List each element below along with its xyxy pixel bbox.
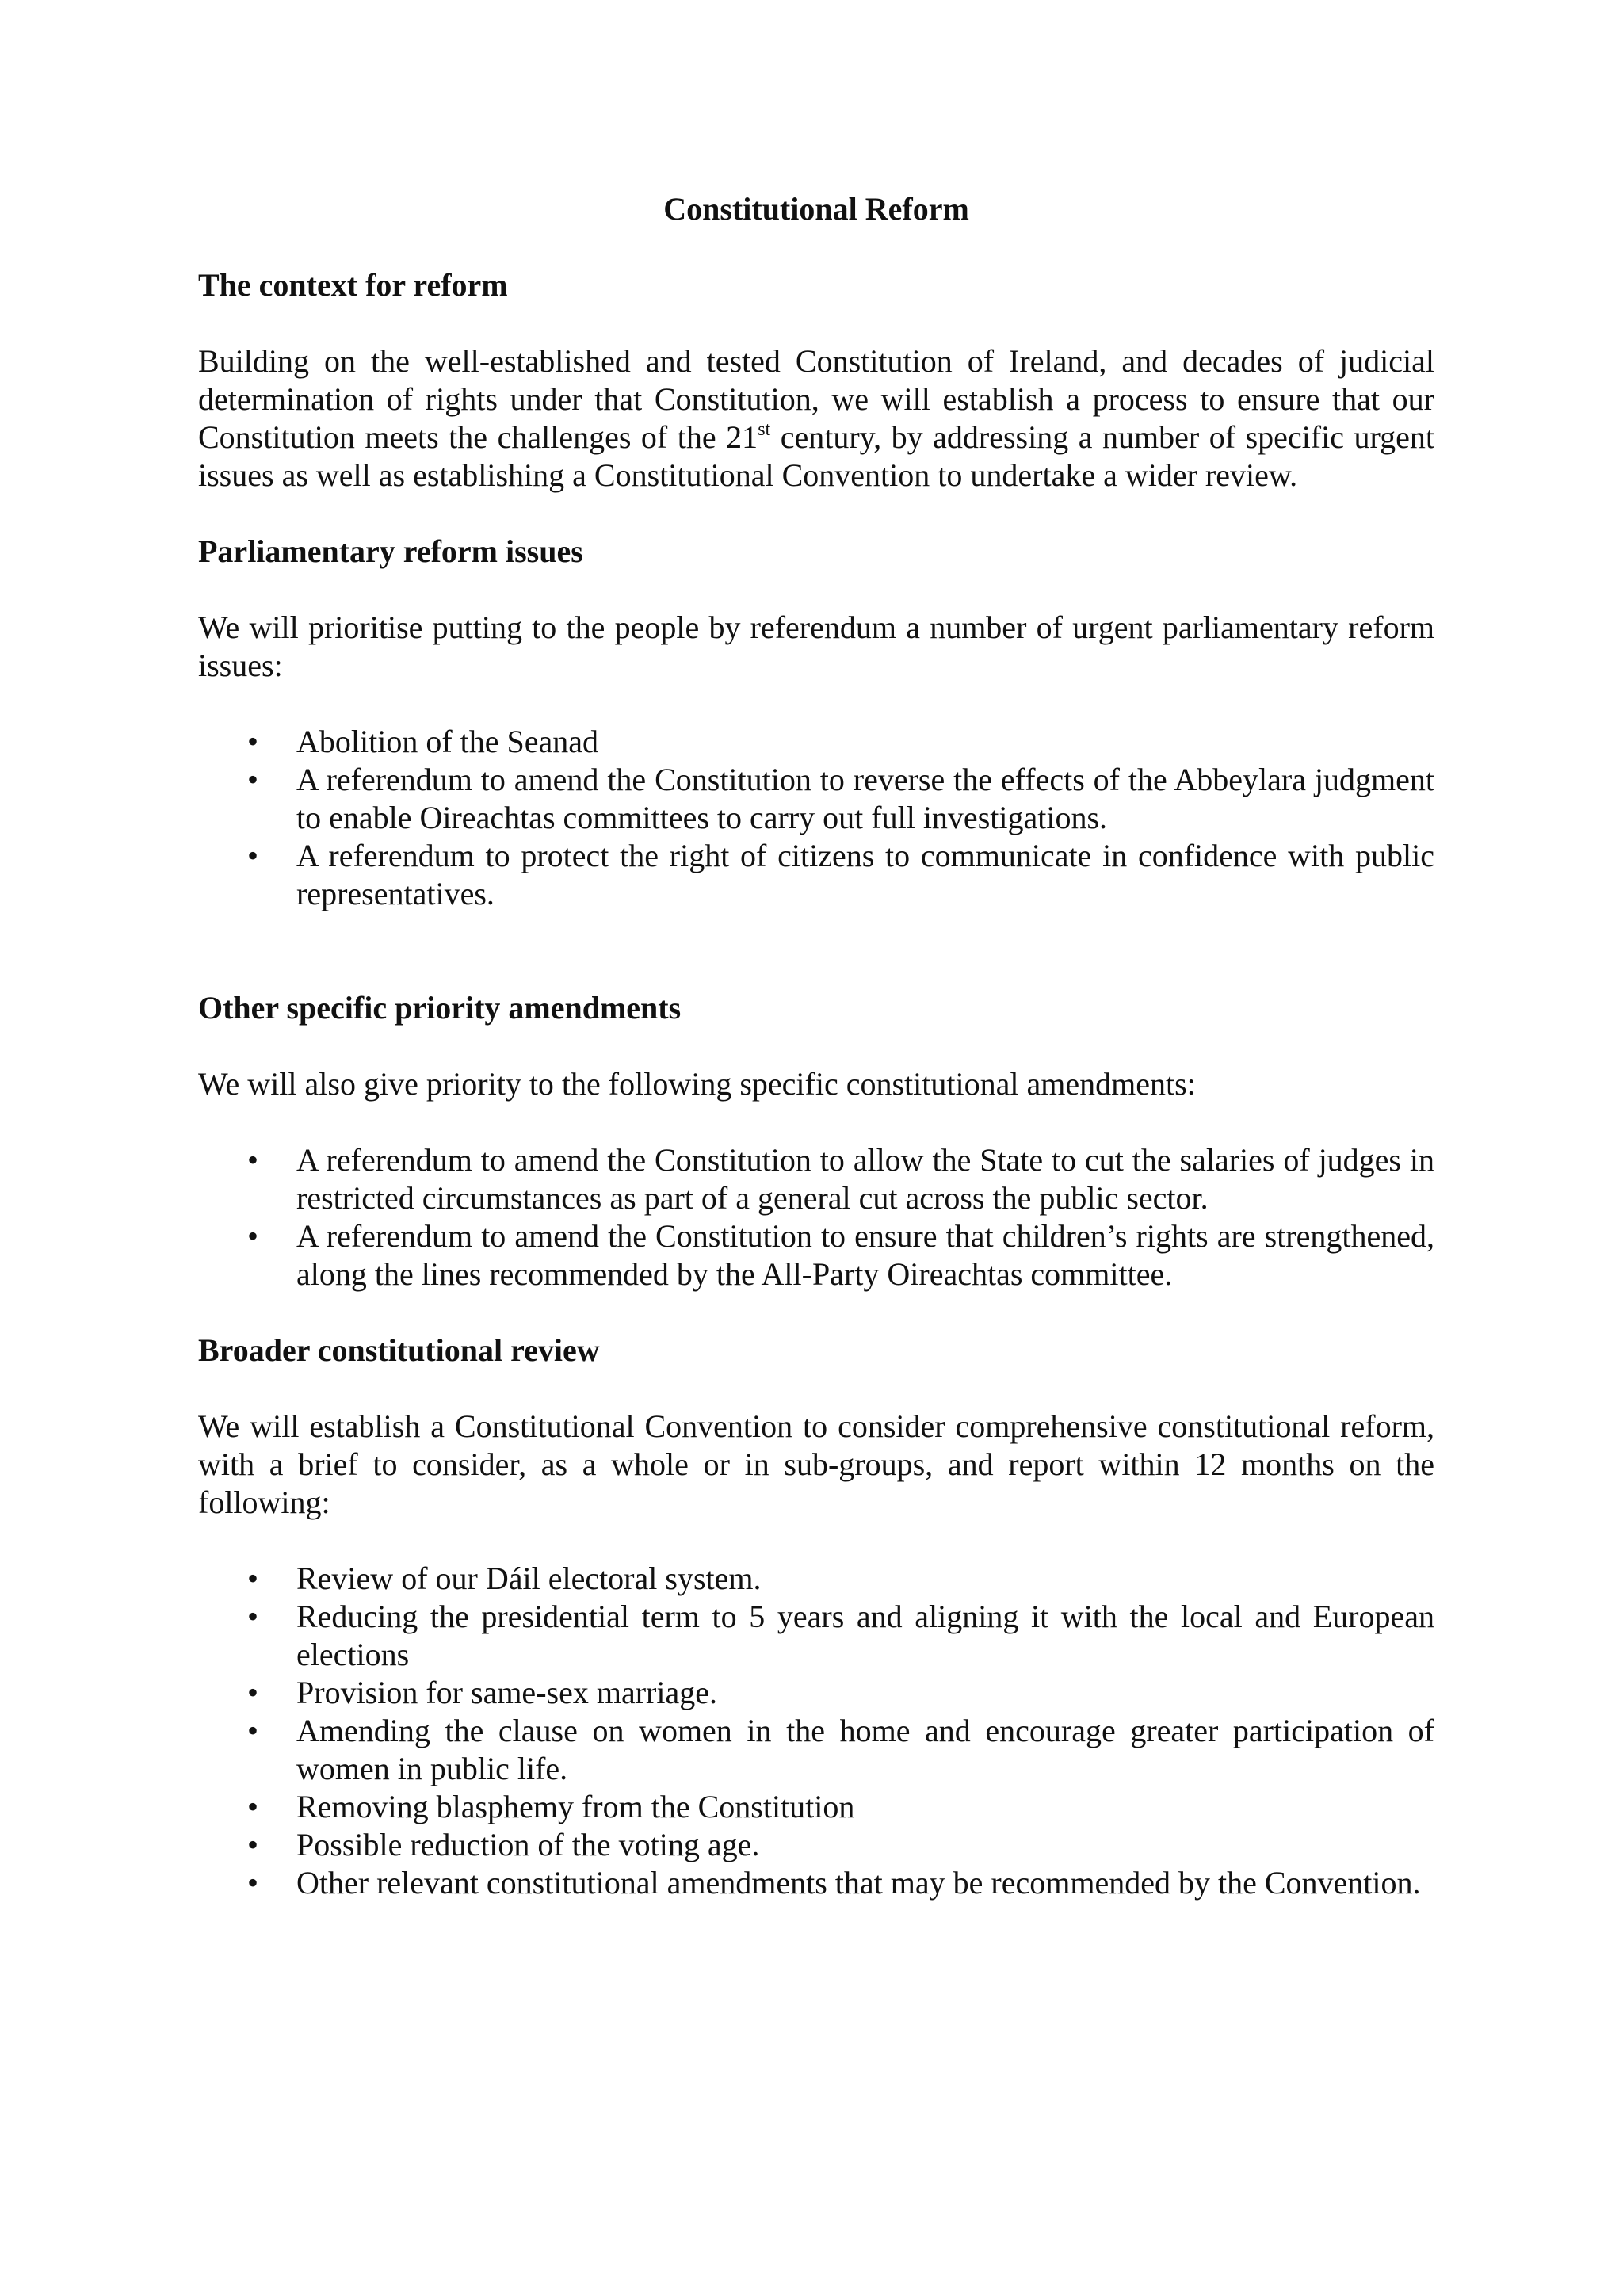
- paragraph-context: [198, 342, 1434, 495]
- list-item-text: Reducing the presidential term to 5 years and aligning it with the local and European elections: [296, 1599, 1434, 1672]
- bullet-icon: •: [247, 1713, 259, 1748]
- list-item: [198, 1826, 1434, 1864]
- list-item-text: Removing blasphemy from the Constitution: [296, 1789, 855, 1824]
- bullet-icon: •: [247, 1561, 259, 1596]
- bullet-list-parliamentary: [198, 723, 1434, 913]
- bullet-icon: •: [247, 838, 259, 873]
- list-item-text: Amending the clause on women in the home and encourage greater participation of women in public life.: [296, 1713, 1434, 1786]
- paragraph-broader: We will establish a Constitutional Convention to consider comprehensive constitutional reform, with a brief to consider, as a whole or in sub-groups, and report within 12 months on the following:: [198, 1408, 1434, 1520]
- section-heading-priority: Other specific priority amendments: [198, 990, 682, 1026]
- list-item: [198, 1788, 1434, 1826]
- section-heading-broader: Broader constitutional review: [198, 1332, 600, 1368]
- list-item-text: Abolition of the Seanad: [296, 724, 599, 759]
- list-item: [198, 723, 1434, 761]
- bullet-icon: •: [247, 1218, 259, 1254]
- list-item-text: A referendum to amend the Constitution to reverse the effects of the Abbeylara judgment to enable Oireachtas committees to carry out full investigations.: [296, 762, 1434, 835]
- bullet-icon: •: [247, 724, 259, 759]
- bullet-icon: •: [247, 1827, 259, 1862]
- list-item: [198, 761, 1434, 837]
- list-item: [198, 837, 1434, 913]
- document-title: Constitutional Reform: [663, 191, 969, 227]
- list-item: [198, 1598, 1434, 1674]
- list-item: [198, 1674, 1434, 1712]
- list-item: [198, 1712, 1434, 1788]
- list-item-text: Review of our Dáil electoral system.: [296, 1561, 762, 1596]
- list-item-text: Other relevant constitutional amendments that may be recommended by the Convention.: [296, 1865, 1421, 1901]
- section-heading-parliamentary: Parliamentary reform issues: [198, 533, 583, 569]
- bullet-icon: •: [247, 1599, 259, 1634]
- list-item-text: A referendum to amend the Constitution to allow the State to cut the salaries of judges in restricted circumstances as part of a general cut across the public sector.: [296, 1142, 1434, 1216]
- bullet-icon: •: [247, 1865, 259, 1901]
- bullet-list-broader: [198, 1560, 1434, 1902]
- bullet-icon: •: [247, 1142, 259, 1178]
- list-item-text: A referendum to protect the right of citizens to communicate in confidence with public representatives.: [296, 838, 1434, 911]
- bullet-icon: •: [247, 762, 259, 797]
- list-item-text: Possible reduction of the voting age.: [296, 1827, 760, 1862]
- spacer: [198, 951, 1434, 989]
- list-item-text: A referendum to amend the Constitution to ensure that children’s rights are strengthened, along the lines recommended by the All-Party Oireachtas committee.: [296, 1218, 1434, 1292]
- paragraph-priority: We will also give priority to the following specific constitutional amendments:: [198, 1066, 1196, 1102]
- list-item: [198, 1560, 1434, 1598]
- list-item: [198, 1864, 1434, 1902]
- paragraph-text: century, by addressing a number of specific urgent issues as well as establishing a Constitutional Convention to undertake a wider review.: [198, 419, 1434, 493]
- list-item-text: Provision for same-sex marriage.: [296, 1675, 717, 1710]
- list-item: [198, 1217, 1434, 1293]
- bullet-list-priority: [198, 1141, 1434, 1293]
- bullet-icon: •: [247, 1675, 259, 1710]
- paragraph-parliamentary: We will prioritise putting to the people by referendum a number of urgent parliamentary reform issues:: [198, 609, 1434, 683]
- paragraph-text: Building on the well-established and tested Constitution of Ireland, and decades of judicial determination of rights under that Constitution, we will establish a process to ensure that our Constitution meets the challenges of the 21: [198, 343, 1434, 455]
- section-heading-context: The context for reform: [198, 267, 508, 303]
- document-page: [198, 190, 1434, 1940]
- superscript-st: st: [758, 419, 771, 440]
- list-item: [198, 1141, 1434, 1217]
- bullet-icon: •: [247, 1789, 259, 1824]
